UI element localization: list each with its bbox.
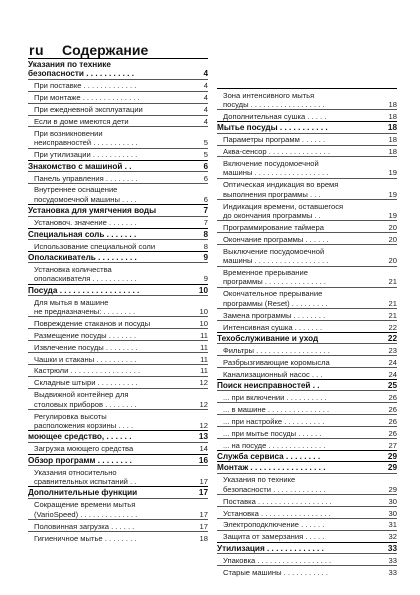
toc-entry-title: Индикация времени, оставшегося до окончания программы . . xyxy=(223,201,344,220)
toc-entry-title: Установка для умягчения воды xyxy=(28,206,157,216)
toc-entry-title: Временное прерывание программы . . . . . . . . . . . . . . . xyxy=(223,268,326,287)
toc-entry-title: Окончательное прерывание программы (Reset) . . . . . . . . . xyxy=(223,289,328,308)
toc-entry-page: 18 xyxy=(388,135,397,145)
toc-section-entry[interactable] xyxy=(28,251,208,262)
toc-entry-page: 10 xyxy=(198,285,208,295)
toc-entry-page: 18 xyxy=(387,123,397,133)
toc-entry-page: 22 xyxy=(388,322,397,332)
toc-entry-page: 30 xyxy=(388,508,397,518)
toc-entry-title: Если в доме имеются дети xyxy=(34,117,129,127)
toc-section-entry[interactable] xyxy=(28,284,208,295)
toc-subsection-entry[interactable] xyxy=(28,115,208,127)
toc-subsection-entry[interactable] xyxy=(217,355,397,367)
toc-entry-title: Установка количества ополаскивателя . . . . . . . . . . . xyxy=(34,264,137,284)
toc-entry-title: Обзор программ . . . . . . . . xyxy=(28,455,132,465)
toc-section-entry[interactable] xyxy=(28,204,208,215)
toc-entry-page: 33 xyxy=(388,567,397,577)
toc-entry-page: 7 xyxy=(203,218,208,228)
toc-subsection-entry[interactable] xyxy=(217,156,397,177)
toc-entry-page: 16 xyxy=(198,455,208,465)
toc-entry-title: моющее средство, . . . . . . xyxy=(28,432,132,442)
toc-subsection-entry[interactable] xyxy=(217,506,397,518)
toc-entry-title: Внутреннее оснащение посудомоечной машины . . . . xyxy=(34,185,137,204)
toc-subsection-entry[interactable] xyxy=(28,364,208,376)
toc-entry-page: 11 xyxy=(200,330,208,340)
toc-subsection-entry[interactable] xyxy=(28,519,208,531)
toc-section-entry[interactable] xyxy=(217,450,397,461)
toc-entry-title: Программирование таймера xyxy=(223,222,324,232)
toc-entry-page: 20 xyxy=(388,256,397,266)
toc-entry-page: 32 xyxy=(388,532,397,542)
toc-subsection-entry[interactable] xyxy=(217,426,397,438)
toc-section-entry[interactable] xyxy=(28,454,208,465)
toc-entry-title: При ежедневной эксплуатации xyxy=(34,105,143,115)
toc-subsection-entry[interactable] xyxy=(28,409,208,430)
toc-section-entry[interactable] xyxy=(28,486,208,497)
toc-entry-title: Включение посудомоечной машины . . . . . . . . . . . . . . . . . . xyxy=(223,158,329,178)
toc-subsection-entry[interactable] xyxy=(217,565,397,577)
toc-entry-page: 4 xyxy=(203,93,208,103)
toc-entry-page: 4 xyxy=(203,105,208,115)
toc-entry-page: 8 xyxy=(203,229,208,239)
toc-entry-title: Установка . . . . . . . . . . . . . . . . . xyxy=(223,508,331,518)
toc-section-entry[interactable] xyxy=(28,160,208,171)
toc-entry-page: 4 xyxy=(203,117,208,127)
toc-subsection-entry[interactable] xyxy=(217,530,397,542)
toc-subsection-entry[interactable] xyxy=(217,232,397,244)
toc-entry-title: Чашки и стаканы . . . . . . . . . . xyxy=(34,354,137,364)
toc-entry-title: Указания по технике безопасности . . . . . . . . . . . . . xyxy=(223,475,326,494)
toc-entry-page: 33 xyxy=(388,555,397,565)
toc-entry-page: 13 xyxy=(198,432,208,442)
toc-subsection-entry[interactable] xyxy=(217,402,397,414)
toc-entry-title: Извлечение посуды . . . . . . . . xyxy=(34,342,138,352)
toc-entry-title: Служба сервиса . . . . . . . . xyxy=(217,452,321,461)
toc-entry-page: 9 xyxy=(203,252,208,262)
toc-entry-title: Дополнительные функции xyxy=(28,488,138,498)
toc-section-entry[interactable] xyxy=(28,58,208,79)
toc-column-left xyxy=(28,58,208,543)
toc-subsection-entry[interactable] xyxy=(28,376,208,388)
toc-entry-title: Электроподключение . . . . . . xyxy=(223,520,325,530)
toc-entry-title: Повреждение стаканов и посуды xyxy=(34,318,151,328)
toc-entry-title: Окончание программы . . . . . . xyxy=(223,234,329,244)
toc-subsection-entry[interactable] xyxy=(28,79,208,91)
language-code: ru xyxy=(29,42,44,58)
toc-subsection-entry[interactable] xyxy=(28,91,208,103)
toc-subsection-entry[interactable] xyxy=(217,145,397,157)
toc-entry-title: Загрузка моющего средства xyxy=(34,444,134,454)
toc-entry-title: Разбрызгивающие коромысла xyxy=(223,357,330,367)
toc-subsection-entry[interactable] xyxy=(28,262,208,283)
toc-entry-title: Установоч. значение . . . . . . . xyxy=(34,218,137,228)
toc-subsection-entry[interactable] xyxy=(217,438,397,450)
toc-entry-page: 7 xyxy=(203,206,208,216)
toc-entry-page: 18 xyxy=(199,533,208,543)
toc-entry-page: 4 xyxy=(203,81,208,91)
toc-entry-title: Использование специальной соли xyxy=(34,241,156,251)
toc-subsection-entry[interactable] xyxy=(28,171,208,183)
toc-entry-title: Указания по технике безопасности . . . . . . . . . . . xyxy=(28,60,135,79)
toc-subsection-entry[interactable] xyxy=(217,133,397,145)
toc-entry-page: 17 xyxy=(199,509,208,519)
toc-subsection-entry[interactable] xyxy=(28,328,208,340)
toc-section-entry[interactable] xyxy=(217,461,397,472)
toc-subsection-entry[interactable] xyxy=(28,216,208,228)
toc-section-entry[interactable] xyxy=(217,379,397,390)
toc-section-entry[interactable] xyxy=(217,542,397,553)
toc-subsection-entry[interactable] xyxy=(217,390,397,402)
toc-entry-title: ... в машине . . . . . . . . . . . . . . . xyxy=(223,404,330,414)
toc-entry-title: Параметры программ . . . . . . xyxy=(223,135,326,145)
toc-entry-page: 19 xyxy=(388,168,397,178)
toc-entry-title: Защита от замерзания . . . . . xyxy=(223,532,325,542)
toc-entry-title: Аква-сенсор . . . . . . . . . . . . . . . xyxy=(223,147,330,157)
toc-entry-title: Упаковка . . . . . . . . . . . . . . . . . . xyxy=(223,555,332,565)
toc-entry-title: Гигиеничное мытье . . . . . . . . xyxy=(34,533,137,543)
toc-subsection-entry[interactable] xyxy=(28,465,208,486)
toc-entry-page: 10 xyxy=(199,318,208,328)
toc-subsection-entry[interactable] xyxy=(217,266,397,287)
toc-entry-page: 29 xyxy=(388,484,397,494)
toc-entry-page: 5 xyxy=(203,150,208,160)
toc-entry-page: 25 xyxy=(387,381,397,391)
toc-subsection-entry[interactable] xyxy=(28,126,208,147)
toc-section-entry[interactable] xyxy=(217,332,397,343)
toc-entry-page: 17 xyxy=(199,477,208,487)
toc-entry-page: 12 xyxy=(199,421,208,430)
toc-subsection-entry[interactable] xyxy=(217,518,397,530)
toc-entry-title: Зона интенсивного мытья посуды . . . . . . . . . . . . . . . . . . xyxy=(223,90,325,109)
toc-entry-title: При поставке . . . . . . . . . . . . . xyxy=(34,81,137,91)
toc-subsection-entry[interactable] xyxy=(28,531,208,543)
toc-subsection-entry[interactable] xyxy=(217,178,397,199)
toc-entry-page: 11 xyxy=(200,354,208,364)
toc-entry-page: 6 xyxy=(203,194,208,204)
toc-entry-title: Мытье посуды . . . . . . . . . . . xyxy=(217,123,328,133)
toc-entry-page: 21 xyxy=(388,277,397,287)
toc-entry-page: 31 xyxy=(388,520,397,530)
toc-entry-title: Ополаскиватель . . . . . . . . . xyxy=(28,252,137,262)
toc-entry-page: 4 xyxy=(203,69,208,79)
toc-entry-title: При возникновении неисправностей . . . . . . . . . . . xyxy=(34,128,138,148)
toc-entry-page: 12 xyxy=(199,378,208,388)
toc-entry-page: 26 xyxy=(388,404,397,414)
toc-subsection-entry[interactable] xyxy=(28,183,208,204)
toc-subsection-entry[interactable] xyxy=(28,388,208,409)
toc-entry-page: 21 xyxy=(388,310,397,320)
toc-entry-title: Указания относительно сравнительных испытаний . . xyxy=(34,467,137,487)
toc-subsection-entry[interactable] xyxy=(217,199,397,220)
toc-entry-title: Поставка . . . . . . . . . . . . . . . . . . xyxy=(223,496,332,506)
toc-entry-page: 9 xyxy=(203,274,208,284)
toc-entry-title: Техобслуживание и уход xyxy=(217,333,319,343)
page-title: Содержание xyxy=(62,42,149,58)
toc-entry-title: ... при мытье посуды . . . . . . xyxy=(223,428,322,438)
toc-entry-page: 11 xyxy=(200,366,208,376)
toc-entry-title: ... при включении . . . . . . . . . . xyxy=(223,392,327,402)
toc-entry-title: Монтаж . . . . . . . . . . . . . . . . . xyxy=(217,463,326,473)
toc-entry-page: 18 xyxy=(388,111,397,121)
toc-subsection-entry[interactable] xyxy=(28,103,208,115)
toc-entry-title: Канализационный насос . . . xyxy=(223,369,323,379)
toc-entry-page: 21 xyxy=(388,298,397,308)
toc-entry-page: 26 xyxy=(388,416,397,426)
toc-subsection-entry[interactable] xyxy=(28,148,208,160)
toc-entry-page: 20 xyxy=(388,234,397,244)
toc-entry-title: Панель управления . . . . . . . . xyxy=(34,173,138,183)
toc-subsection-entry[interactable] xyxy=(28,442,208,454)
toc-entry-title: Знакомство с машиной . . xyxy=(28,161,132,171)
toc-subsection-entry[interactable] xyxy=(217,494,397,506)
toc-subsection-entry[interactable] xyxy=(217,414,397,426)
toc-subsection-entry[interactable] xyxy=(28,498,208,519)
toc-entry-title: Половинная загрузка . . . . . . xyxy=(34,521,135,531)
toc-entry-title: Утилизация . . . . . . . . . . . . . xyxy=(217,543,324,553)
toc-subsection-entry[interactable] xyxy=(217,287,397,308)
toc-subsection-entry[interactable] xyxy=(217,244,397,265)
toc-subsection-entry[interactable] xyxy=(28,340,208,352)
toc-entry-page: 26 xyxy=(388,392,397,402)
toc-entry-page: 30 xyxy=(388,496,397,506)
toc-subsection-entry[interactable] xyxy=(28,239,208,251)
toc-entry-title: Поиск неисправностей . . xyxy=(217,381,320,391)
toc-subsection-entry[interactable] xyxy=(28,316,208,328)
toc-entry-title: ... при настройке . . . . . . . . . . xyxy=(223,416,325,426)
toc-section-entry[interactable] xyxy=(28,228,208,239)
toc-entry-title: При монтаже . . . . . . . . . . . . . . xyxy=(34,93,140,103)
toc-entry-page: 5 xyxy=(203,138,208,148)
toc-subsection-entry[interactable] xyxy=(28,295,208,316)
toc-entry-page: 29 xyxy=(387,463,397,473)
toc-entry-page: 18 xyxy=(388,147,397,157)
toc-section-entry[interactable] xyxy=(28,430,208,441)
toc-subsection-entry[interactable] xyxy=(217,553,397,565)
toc-subsection-entry[interactable] xyxy=(217,320,397,332)
toc-entry-page: 23 xyxy=(388,345,397,355)
toc-section-entry[interactable] xyxy=(217,121,397,132)
toc-entry-page: 19 xyxy=(388,189,397,199)
toc-entry-title: Складные штыри . . . . . . . . . . xyxy=(34,378,138,388)
toc-entry-page: 27 xyxy=(388,440,397,450)
toc-subsection-entry[interactable] xyxy=(217,308,397,320)
toc-subsection-entry[interactable] xyxy=(217,343,397,355)
toc-subsection-entry[interactable] xyxy=(28,352,208,364)
toc-entry-title: Специальная соль . . . . . . . xyxy=(28,229,137,239)
toc-entry-page: 8 xyxy=(203,241,208,251)
toc-entry-title: Для мытья в машине не предназначены: . . . . . . . . xyxy=(34,297,136,316)
toc-subsection-entry[interactable] xyxy=(217,109,397,121)
toc-entry-title: Выключение посудомоечной машины . . . . . . . . . . . . . . . . . . xyxy=(223,246,329,266)
toc-entry-page: 11 xyxy=(200,342,208,352)
toc-column-right xyxy=(217,88,397,577)
toc-subsection-entry[interactable] xyxy=(217,220,397,232)
toc-entry-page: 29 xyxy=(387,452,397,461)
toc-entry-page: 17 xyxy=(199,521,208,531)
toc-entry-title: Посуда . . . . . . . . . . . . . . . . . . xyxy=(28,285,140,295)
toc-entry-title: Кастрюли . . . . . . . . . . . . . . . . . xyxy=(34,366,141,376)
toc-entry-title: Фильтры . . . . . . . . . . . . . . . . . . xyxy=(223,345,330,355)
toc-entry-page: 6 xyxy=(203,173,208,183)
toc-entry-page: 24 xyxy=(388,357,397,367)
toc-entry-page: 19 xyxy=(388,210,397,220)
toc-entry-page: 14 xyxy=(199,444,208,454)
toc-entry-title: Сокращение времени мытья (VarioSpeed) . . . . . . . . . . . . . . xyxy=(34,500,138,519)
toc-entry-page: 33 xyxy=(387,543,397,553)
toc-entry-title: Размещение посуды . . . . . . . xyxy=(34,330,137,340)
toc-entry-title: Оптическая индикация во время выполнения программы . . . xyxy=(223,180,339,199)
toc-entry-title: Замена программы . . . . . . . . xyxy=(223,310,326,320)
toc-entry-page: 6 xyxy=(203,161,208,171)
toc-entry-title: Старые машины . . . . . . . . . . . xyxy=(223,567,328,577)
toc-entry-page: 18 xyxy=(388,99,397,109)
toc-subsection-entry[interactable] xyxy=(217,473,397,494)
toc-entry-page: 26 xyxy=(388,428,397,438)
toc-entry-title: Регулировка высоты расположения корзины . . . . xyxy=(34,411,134,430)
toc-entry-title: Дополнительная сушка . . . . . xyxy=(223,111,327,121)
toc-entry-page: 10 xyxy=(199,306,208,316)
toc-entry-title: Выдвижной контейнер для столовых приборов . . . . . . . . xyxy=(34,390,137,409)
toc-subsection-entry[interactable] xyxy=(217,88,397,109)
toc-entry-page: 24 xyxy=(388,369,397,379)
toc-entry-title: ... на посуде . . . . . . . . . . . . . . xyxy=(223,440,326,450)
toc-entry-title: Интенсивная сушка . . . . . . . xyxy=(223,322,323,332)
toc-entry-page: 20 xyxy=(388,222,397,232)
toc-entry-page: 17 xyxy=(198,488,208,498)
toc-entry-page: 22 xyxy=(387,333,397,343)
toc-entry-page: 12 xyxy=(199,399,208,409)
toc-entry-title: При утилизации . . . . . . . . . . . xyxy=(34,150,138,160)
toc-subsection-entry[interactable] xyxy=(217,367,397,379)
